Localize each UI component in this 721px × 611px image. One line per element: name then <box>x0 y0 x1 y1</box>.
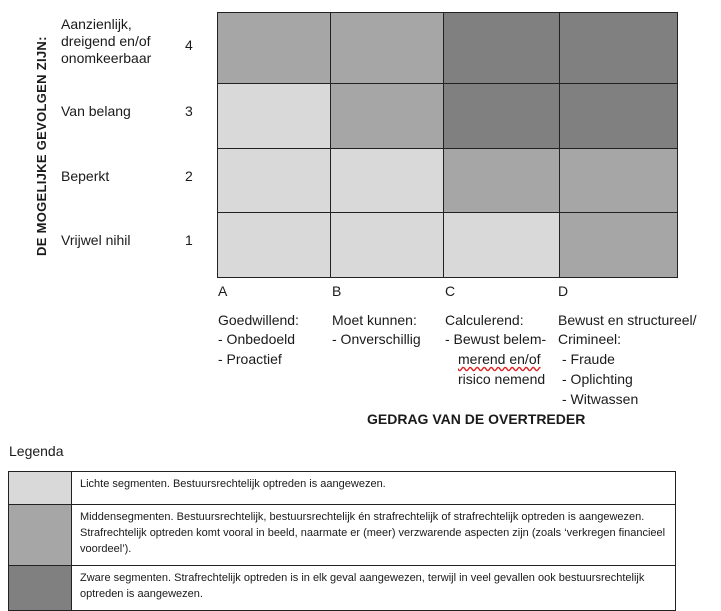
risk-matrix <box>217 12 677 277</box>
matrix-cell-licht <box>217 212 331 278</box>
matrix-cell-midden <box>443 148 560 213</box>
column-c-item: - Bewust belem- <box>445 331 547 347</box>
matrix-cell-licht <box>217 83 331 149</box>
matrix-cell-licht <box>330 148 444 213</box>
matrix-cell-zwaar <box>559 12 678 84</box>
matrix-cell-zwaar <box>443 12 560 84</box>
legend-swatch-medium <box>9 505 72 565</box>
column-title-d: Bewust en structureel/ <box>558 312 697 328</box>
column-d-item: Crimineel: <box>558 331 622 347</box>
matrix-cell-midden <box>559 148 678 213</box>
legend-text-light: Lichte segmenten. Bestuursrechtelijk optreden is aangewezen. <box>80 478 386 490</box>
legend-text-heavy: Zware segmenten. Strafrechtelijk optreden is in elk geval aangewezen, terwijl in veel gevallen ook bestuursrechtelijk optreden is aangewezen. <box>80 572 645 600</box>
column-letter-d: D <box>558 283 569 299</box>
legend-row-medium <box>9 504 675 565</box>
column-d-item: - Witwassen <box>562 391 639 407</box>
legend-swatch-light <box>9 472 72 504</box>
x-axis-title: GEDRAG VAN DE OVERTREDER <box>367 411 586 427</box>
column-letter-a: A <box>218 283 228 299</box>
column-letter-c: C <box>445 283 456 299</box>
matrix-cell-midden <box>559 212 678 278</box>
column-letter-b: B <box>332 283 342 299</box>
column-d-item: - Oplichting <box>562 371 633 387</box>
row-level-4: 4 <box>185 37 193 53</box>
matrix-cell-midden <box>330 12 444 84</box>
row-level-1: 1 <box>185 232 193 248</box>
matrix-cell-midden <box>330 83 444 149</box>
legend-row-light <box>9 472 675 504</box>
column-title-a: Goedwillend: <box>218 312 299 328</box>
legend-swatch-heavy <box>9 566 72 610</box>
matrix-cell-licht <box>330 212 444 278</box>
column-d-item: - Fraude <box>562 351 615 367</box>
matrix-cell-zwaar <box>443 83 560 149</box>
row-label-2: Beperkt <box>61 168 110 184</box>
matrix-cell-licht <box>443 212 560 278</box>
legend-title: Legenda <box>9 443 64 459</box>
matrix-cell-midden <box>217 12 331 84</box>
column-title-b: Moet kunnen: <box>332 312 417 328</box>
legend-table <box>8 471 676 611</box>
row-label-1: Vrijwel nihil <box>61 232 131 248</box>
column-c-item: risico nemend <box>458 371 546 387</box>
legend-text-medium: Middensegmenten. Bestuursrechtelijk, bestuursrechtelijk én strafrechtelijk of strafrechtelijk optreden is aangewezen. Strafrechtelijk optreden komt vooral in beeld, naarmate er (meer) verzwarende aspecten zijn (zoals ‘verkregen financieel voordeel’). <box>80 511 666 555</box>
matrix-cell-zwaar <box>559 83 678 149</box>
matrix-cell-licht <box>217 148 331 213</box>
row-level-2: 2 <box>185 168 193 184</box>
legend-row-heavy <box>9 565 675 610</box>
row-level-3: 3 <box>185 103 193 119</box>
column-title-c: Calculerend: <box>445 312 524 328</box>
column-c-item: merend en/of <box>458 351 541 367</box>
row-label-3: Van belang <box>61 103 131 119</box>
column-b-item: - Onverschillig <box>332 331 421 347</box>
y-axis-title: DE MOGELIJKE GEVOLGEN ZIJN: <box>34 36 49 256</box>
column-a-item: - Onbedoeld <box>218 331 296 347</box>
column-a-item: - Proactief <box>218 351 282 367</box>
row-label-4: Aanzienlijk, dreigend en/of onomkeerbaar <box>61 16 152 66</box>
